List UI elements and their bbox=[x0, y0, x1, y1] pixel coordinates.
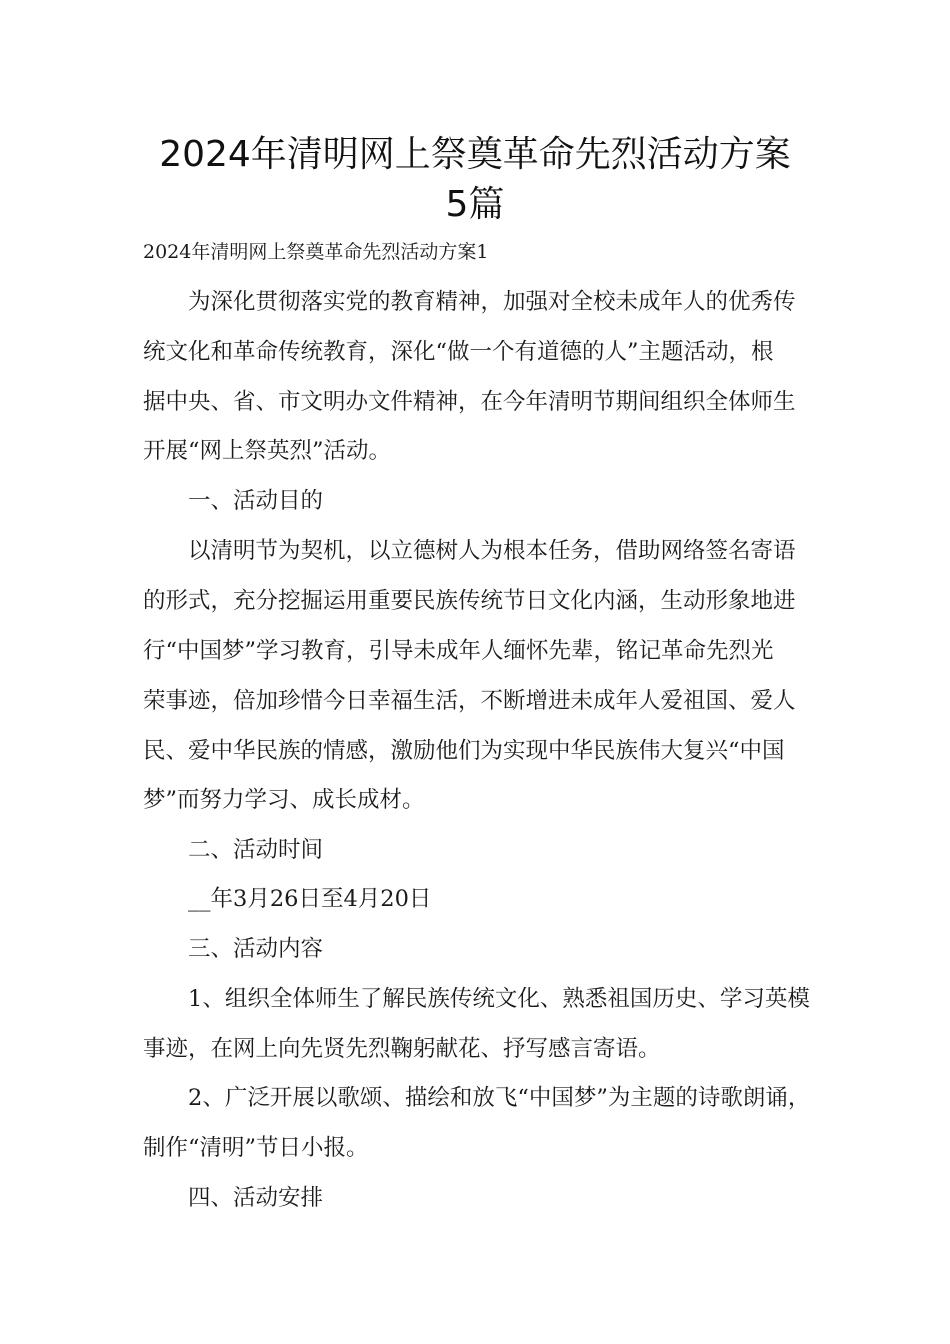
section-3-heading: 三、活动内容 bbox=[188, 936, 324, 962]
section-1-line-2: 的形式，充分挖掘运用重要民族传统节日文化内涵，生动形象地进 bbox=[143, 588, 796, 614]
section-1-line-3: 行“中国梦”学习教育，引导未成年人缅怀先辈，铭记革命先烈光 bbox=[143, 638, 774, 664]
intro-line-4: 开展“网上祭英烈”活动。 bbox=[143, 438, 392, 464]
intro-line-1: 为深化贯彻落实党的教育精神，加强对全校未成年人的优秀传 bbox=[188, 289, 796, 315]
section-1-heading: 一、活动目的 bbox=[188, 488, 324, 514]
section-1-line-5: 民、爱中华民族的情感，激励他们为实现中华民族伟大复兴“中国 bbox=[143, 738, 785, 764]
section-1-line-4: 荣事迹，倍加珍惜今日幸福生活，不断增进未成年人爱祖国、爱人 bbox=[143, 688, 796, 714]
document-title-line-1: 2024年清明网上祭奠革命先烈活动方案 bbox=[159, 134, 791, 175]
document-title-line-2: 5篇 bbox=[445, 184, 505, 225]
intro-line-2: 统文化和革命传统教育，深化“做一个有道德的人”主题活动，根 bbox=[143, 339, 774, 365]
section-3-item-1-line-2: 事迹，在网上向先贤先烈鞠躬献花、抒写感言寄语。 bbox=[143, 1036, 661, 1062]
section-4-heading: 四、活动安排 bbox=[188, 1185, 324, 1211]
section-1-line-6: 梦”而努力学习、成长成材。 bbox=[143, 787, 425, 813]
section-3-item-1-line-1: 1、组织全体师生了解民族传统文化、熟悉祖国历史、学习英模 bbox=[188, 986, 810, 1012]
section-2-heading: 二、活动时间 bbox=[188, 837, 324, 863]
section-3-item-2-line-1: 2、广泛开展以歌颂、描绘和放飞“中国梦”为主题的诗歌朗诵， bbox=[188, 1085, 811, 1111]
section-2-body: __年3月26日至4月20日 bbox=[188, 886, 432, 912]
section-1-line-1: 以清明节为契机，以立德树人为根本任务，借助网络签名寄语 bbox=[188, 538, 796, 564]
intro-line-3: 据中央、省、市文明办文件精神，在今年清明节期间组织全体师生 bbox=[143, 389, 796, 415]
section-3-item-2-line-2: 制作“清明”节日小报。 bbox=[143, 1135, 369, 1161]
document-subtitle: 2024年清明网上祭奠革命先烈活动方案1 bbox=[143, 241, 489, 263]
